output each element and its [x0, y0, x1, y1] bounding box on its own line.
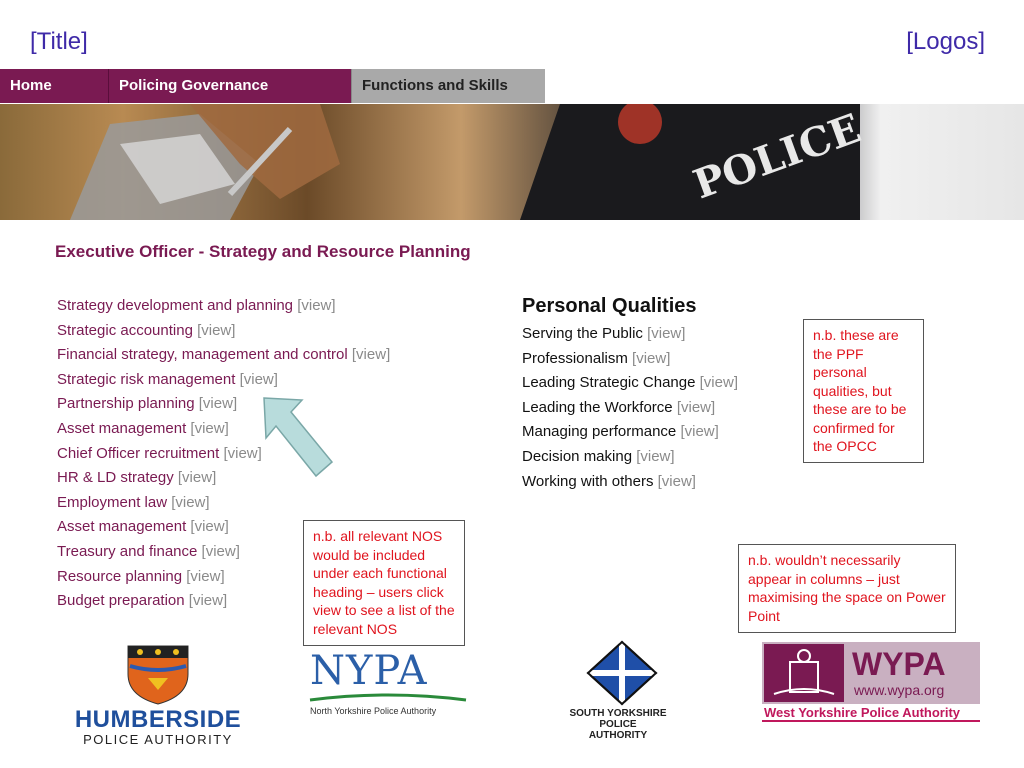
- view-link[interactable]: [view]: [239, 370, 278, 388]
- wypa-name: West Yorkshire Police Authority: [764, 705, 961, 720]
- north-yorkshire-logo: [308, 648, 473, 720]
- list-item: Financial strategy, management and control [view]: [57, 346, 391, 364]
- list-item: Treasury and finance [view]: [57, 542, 240, 560]
- list-item: Asset management [view]: [57, 419, 229, 437]
- humberside-logo: [60, 644, 256, 746]
- syp-emblem-icon: [586, 640, 658, 706]
- page-title-placeholder: [Title]: [30, 28, 88, 55]
- list-item: Strategic accounting [view]: [57, 321, 236, 339]
- role-heading: Executive Officer - Strategy and Resource Planning: [55, 242, 471, 261]
- wypa-url: www.wypa.org: [854, 682, 945, 698]
- humberside-crest-icon: [60, 644, 256, 706]
- list-item: Leading the Workforce [view]: [522, 398, 716, 416]
- humberside-name: HUMBERSIDE: [74, 706, 242, 733]
- nypa-mark: NYPA: [310, 648, 428, 694]
- view-link[interactable]: [view]: [197, 321, 236, 339]
- view-link[interactable]: [view]: [647, 325, 686, 342]
- view-link[interactable]: [view]: [699, 374, 738, 392]
- nav-policing-governance[interactable]: Policing Governance: [108, 69, 351, 103]
- view-link[interactable]: [view]: [351, 346, 391, 364]
- personal-qualities-list: [522, 295, 738, 494]
- main-nav: [0, 69, 545, 103]
- logos-placeholder: [Logos]: [906, 28, 985, 55]
- banner-illustration: [0, 104, 1024, 220]
- wypa-crest-shape-icon: [764, 644, 844, 702]
- wypa-mark: WYPA: [852, 646, 946, 682]
- view-link[interactable]: [view]: [171, 493, 210, 511]
- note-nos: n.b. all relevant NOS would be included under each functional heading – users click view to see a list of the relevant NOS: [303, 520, 465, 646]
- list-item: Partnership planning [view]: [57, 395, 238, 413]
- list-item: Decision making [view]: [522, 447, 675, 465]
- west-yorkshire-logo: [762, 642, 982, 724]
- list-item: Strategy development and planning [view]: [57, 297, 336, 314]
- note-ppf-qualities: n.b. these are the PPF personal qualities, but these are to be confirmed for the OPCC: [803, 319, 924, 463]
- list-item: Working with others [view]: [522, 472, 696, 490]
- list-item: Chief Officer recruitment [view]: [57, 444, 262, 462]
- list-item: Serving the Public [view]: [522, 325, 686, 342]
- wypa-crest-icon: [764, 644, 844, 702]
- svg-text:POLICE: POLICE: [687, 104, 868, 209]
- list-item: Managing performance [view]: [522, 423, 719, 441]
- view-link[interactable]: [view]: [632, 349, 671, 367]
- list-item: Leading Strategic Change [view]: [522, 374, 738, 392]
- humberside-sub: POLICE AUTHORITY: [83, 732, 233, 747]
- view-link[interactable]: [view]: [190, 419, 229, 437]
- view-link[interactable]: [view]: [297, 297, 336, 314]
- personal-qualities-heading: Personal Qualities: [522, 295, 697, 317]
- arrow-pointer-icon: [258, 392, 338, 484]
- note-columns: n.b. wouldn’t necessarily appear in columns – just maximising the space on Power Point: [738, 544, 956, 633]
- nav-functions-and-skills[interactable]: Functions and Skills: [351, 69, 545, 103]
- list-item: Employment law [view]: [57, 493, 210, 511]
- list-item: Budget preparation [view]: [57, 592, 228, 610]
- view-link[interactable]: [view]: [198, 395, 238, 413]
- south-yorkshire-name: SOUTH YORKSHIRE POLICE AUTHORITY: [569, 708, 667, 741]
- view-link[interactable]: [view]: [186, 567, 225, 585]
- view-link[interactable]: [view]: [177, 469, 217, 487]
- view-link[interactable]: [view]: [636, 447, 675, 465]
- list-item: Strategic risk management [view]: [57, 370, 278, 388]
- view-link[interactable]: [view]: [657, 472, 696, 490]
- view-link[interactable]: [view]: [188, 592, 228, 610]
- nav-home[interactable]: Home: [0, 69, 108, 103]
- list-item: Resource planning [view]: [57, 567, 225, 585]
- nypa-swoosh-icon: [308, 692, 468, 706]
- view-link[interactable]: [view]: [223, 444, 262, 462]
- view-link[interactable]: [view]: [190, 518, 229, 536]
- view-link[interactable]: [view]: [676, 398, 716, 416]
- south-yorkshire-logo: [548, 640, 688, 740]
- view-link[interactable]: [view]: [680, 423, 719, 441]
- wypa-underline: [762, 720, 980, 722]
- list-item: Asset management [view]: [57, 518, 229, 536]
- view-link[interactable]: [view]: [201, 542, 240, 560]
- banner-photo: [0, 104, 1024, 220]
- list-item: HR & LD strategy [view]: [57, 469, 217, 487]
- nypa-sub: North Yorkshire Police Authority: [310, 706, 437, 716]
- list-item: Professionalism [view]: [522, 349, 671, 367]
